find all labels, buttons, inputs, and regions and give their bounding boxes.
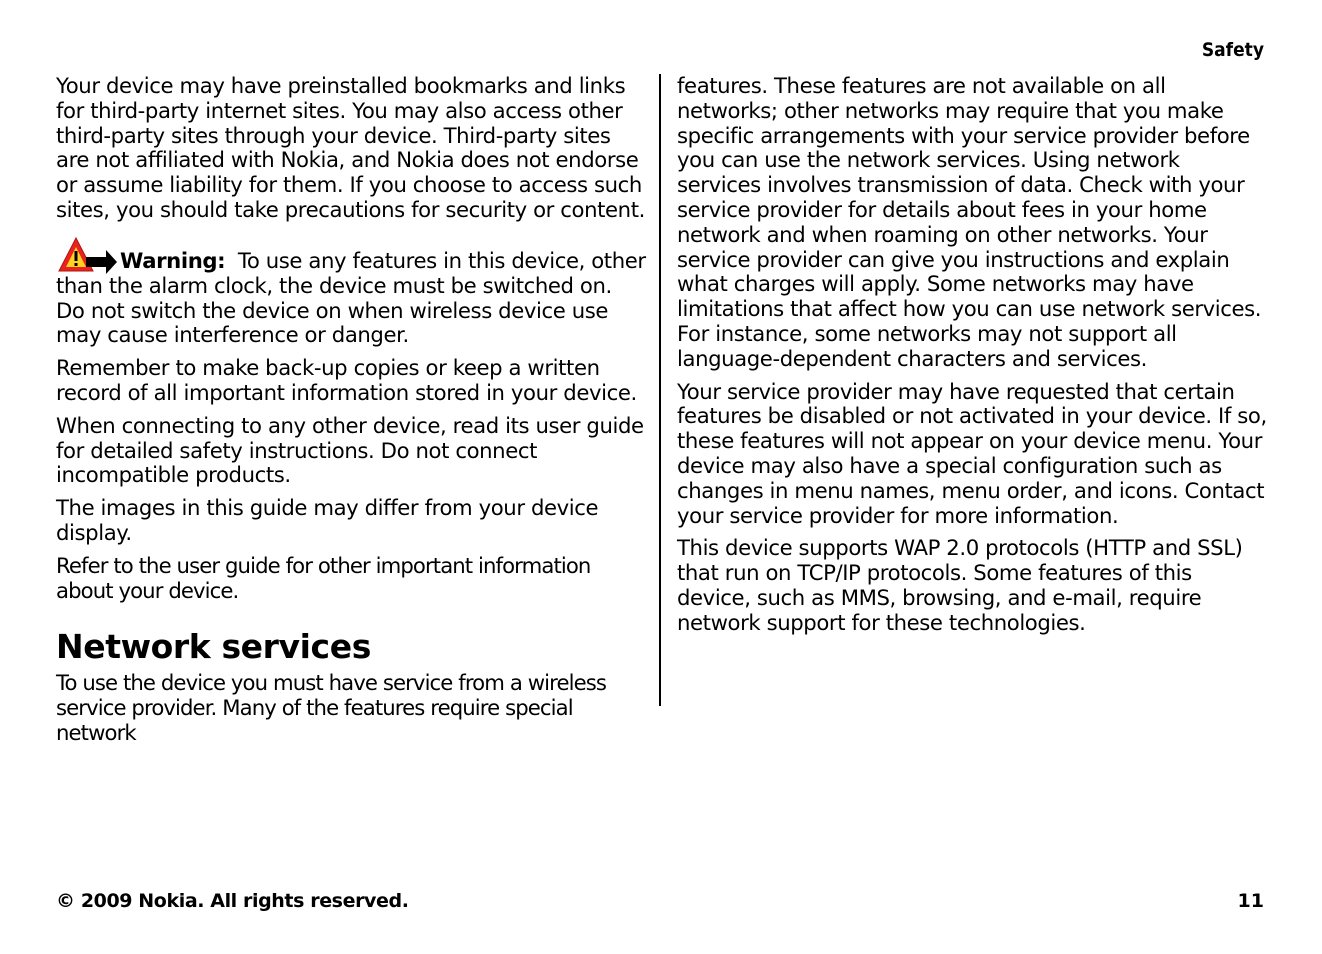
paragraph-network-intro: To use the device you must have service from a wireless service provider. Many of the features require special network xyxy=(56,670,607,745)
paragraph-third-party-sites: Your device may have preinstalled bookmarks and links for third-party internet sites. You may also access other third-party sites through your device. Third-party sites are not affiliated with Nokia, and Nokia does not endorse or assume liability for them. If you choose to access such sites, you should take precautions for security or content. xyxy=(56,73,645,222)
paragraph-wap-support: This device supports WAP 2.0 protocols (HTTP and SSL) that run on TCP/IP protocols. Some features of this device, such as MMS, browsing, and e-mail, require network support for these technologies. xyxy=(677,535,1243,635)
warning-text: To use any features in this device, other than the alarm clock, the device must be switched on. Do not switch the device on when wireless device use may cause interference or danger. xyxy=(56,247,646,348)
paragraph-connecting: When connecting to any other device, read its user guide for detailed safety instructions. Do not connect incompatible products. xyxy=(56,412,644,488)
paragraph-network-features: features. These features are not available on all networks; other networks may require that you make specific arrangements with your service provider before you can use the network services. Using network services involves transmission of data. Check with your service provider for details about fees in your home network and when roaming on other networks. Your service provider can give you instructions and explain what charges will apply. Some networks may have limitations that affect how you can use network services. For instance, some networks may not support all language-dependent characters and services. xyxy=(677,73,1262,371)
warning-label: Warning: xyxy=(120,247,226,273)
paragraph-service-provider: Your service provider may have requested that certain features be disabled or not activated in your device. If so, these features will not appear on your device menu. Your device may also have a special configuration such as changes in menu names, menu order, and icons. Contact your service provider for more information. xyxy=(677,378,1267,528)
paragraph-images: The images in this guide may differ from your device display. xyxy=(56,495,599,545)
paragraph-user-guide: Refer to the user guide for other important information about your device. xyxy=(56,552,591,603)
running-header: Safety xyxy=(1201,39,1264,61)
right-column xyxy=(677,74,1267,644)
paragraph-backup: Remember to make back-up copies or keep a written record of all important information stored in your device. xyxy=(56,355,637,405)
page-number: 11 xyxy=(1237,890,1264,912)
warning-block xyxy=(56,236,646,348)
warning-triangle-icon xyxy=(56,236,118,274)
section-heading: Network services xyxy=(56,627,371,667)
left-column xyxy=(56,74,646,754)
column-divider xyxy=(659,74,661,706)
copyright-notice: © 2009 Nokia. All rights reserved. xyxy=(56,890,409,912)
